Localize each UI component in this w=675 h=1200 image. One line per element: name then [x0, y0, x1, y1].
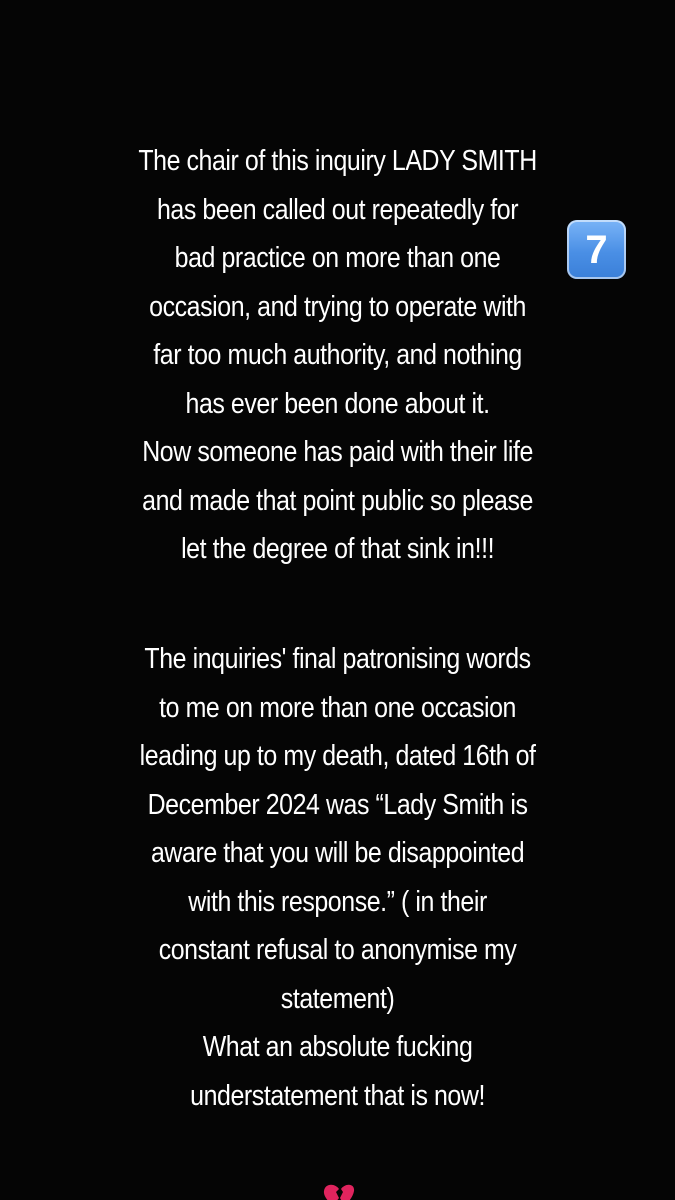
- story-line: The chair of this inquiry LADY SMITH: [138, 145, 537, 177]
- story-line: let the degree of that sink in!!!: [181, 533, 495, 565]
- story-line: The inquiries' final patronising words: [144, 643, 531, 675]
- story-line: What an absolute fucking: [202, 1031, 473, 1063]
- story-line: to me on more than one occasion: [159, 691, 516, 724]
- broken-heart-icon: [322, 1183, 356, 1200]
- story-line: has ever been done about it.: [185, 387, 490, 420]
- story-paragraph-1: [47, 137, 628, 574]
- badge-number: 7: [585, 227, 608, 272]
- story-line: December 2024 was “Lady Smith is: [147, 788, 528, 821]
- story-line: constant refusal to anonymise my: [158, 934, 517, 966]
- story-line: and made that point public so please: [142, 484, 533, 517]
- story-line: with this response.” ( in their: [188, 885, 487, 918]
- story-line: leading up to my death, dated 16th of: [139, 740, 536, 772]
- story-paragraph-2: [47, 635, 628, 1120]
- story-line: Now someone has paid with their life: [142, 436, 533, 468]
- story-line: understatement that is now!: [190, 1079, 485, 1112]
- story-line: aware that you will be disappointed: [150, 837, 525, 869]
- story-line: statement): [280, 982, 395, 1015]
- story-line: has been called out repeatedly for: [156, 193, 519, 226]
- story-line: bad practice on more than one: [174, 242, 501, 274]
- keycap-seven-badge: [567, 220, 626, 279]
- story-line: far too much authority, and nothing: [153, 339, 522, 371]
- story-line: occasion, and trying to operate with: [149, 290, 527, 323]
